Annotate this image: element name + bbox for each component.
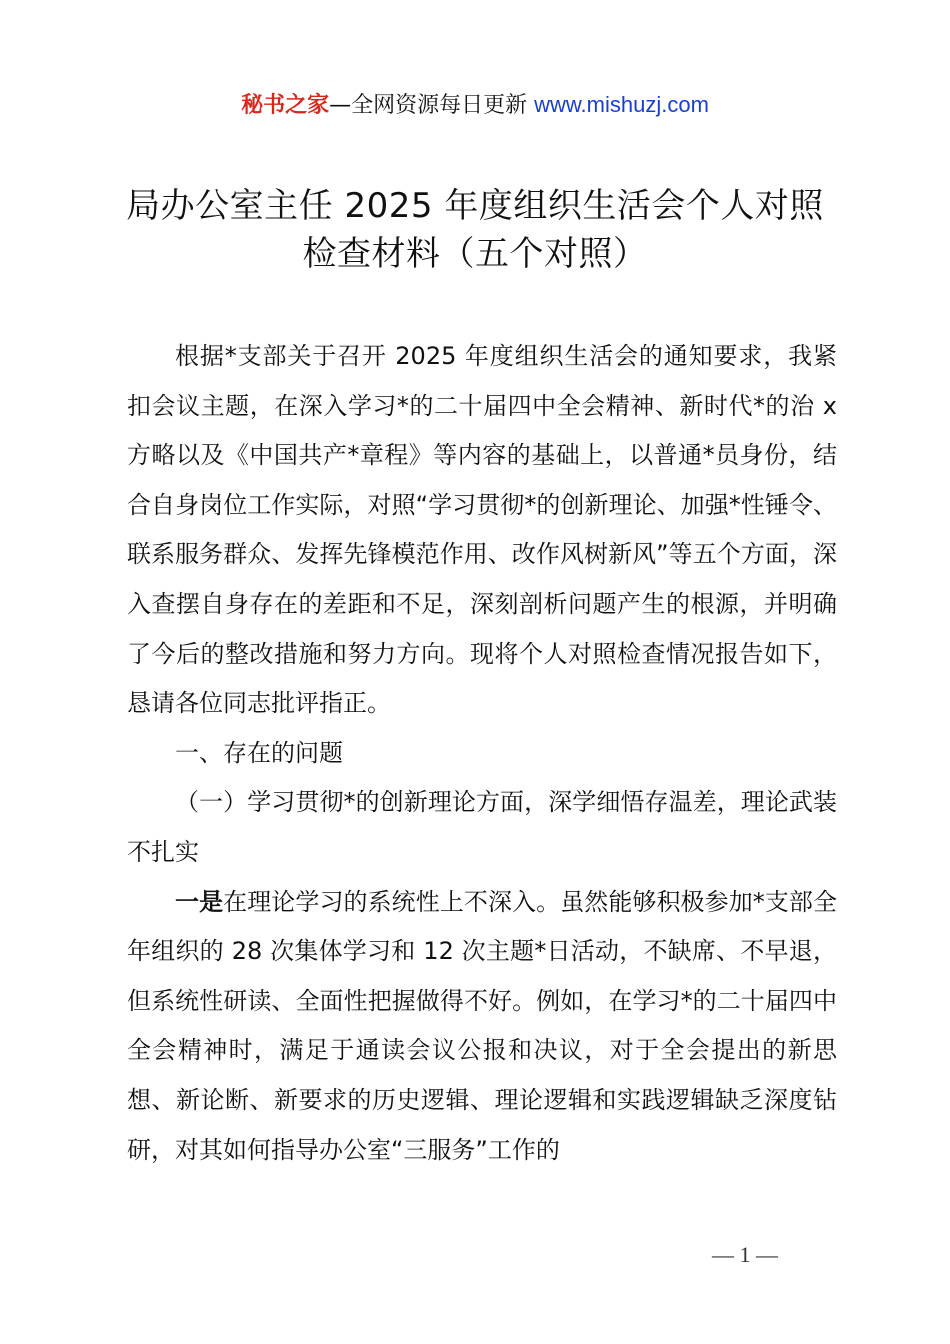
site-brand: 秘书之家 [241, 93, 330, 118]
section-heading-problems: 一、存在的问题 [175, 738, 343, 767]
document-title [60, 182, 890, 278]
page-number: — 1 — [712, 1242, 778, 1267]
point-paragraph-1 [127, 878, 837, 1176]
document-title-line-2: 检查材料（五个对照） [302, 234, 648, 274]
intro-paragraph: 根据*支部关于召开 2025 年度组织生活会的通知要求，我紧扣会议主题，在深入学习*的二十届四中全会精神、新时代*的治 x 方略以及《中国共产*章程》等内容的基础上，以普通*员身份，结合自身岗位工作实际，对照“学习贯彻*的创新理论、加强*性锤令、联系服务群众、发挥先锋模范作用、改作风树新风”等五个方面，深入查摆自身存在的差距和不足，深刻剖析问题产生的根源，并明确了今后的整改措施和努力方向。现将个人对照检查情况报告如下，恳请各位同志批评指正。 [127, 342, 837, 718]
document-body [127, 332, 837, 1175]
document-title-line-1: 局办公室主任 2025 年度组织生活会个人对照 [126, 186, 824, 226]
site-url-link[interactable]: www.mishuzj.com [534, 92, 709, 117]
site-header [0, 88, 950, 123]
point-lead: 一是 [175, 887, 224, 916]
subsection-heading-theory: （一）学习贯彻*的创新理论方面，深学细悟存温差，理论武装不扎实 [127, 788, 837, 866]
site-tagline: —全网资源每日更新 [329, 93, 535, 118]
point-text: 在理论学习的系统性上不深入。虽然能够积极参加*支部全年组织的 28 次集体学习和 12 次主题*日活动，不缺席、不早退，但系统性研读、全面性把握做得不好。例如，在学习*的二十届四中全会精神时，满足于通读会议公报和决议，对于全会提出的新思想、新论断、新要求的历史逻辑、理论逻辑和实践逻辑缺乏深度钻研，对其如何指导办公室“三服务”工作的 [127, 887, 838, 1164]
